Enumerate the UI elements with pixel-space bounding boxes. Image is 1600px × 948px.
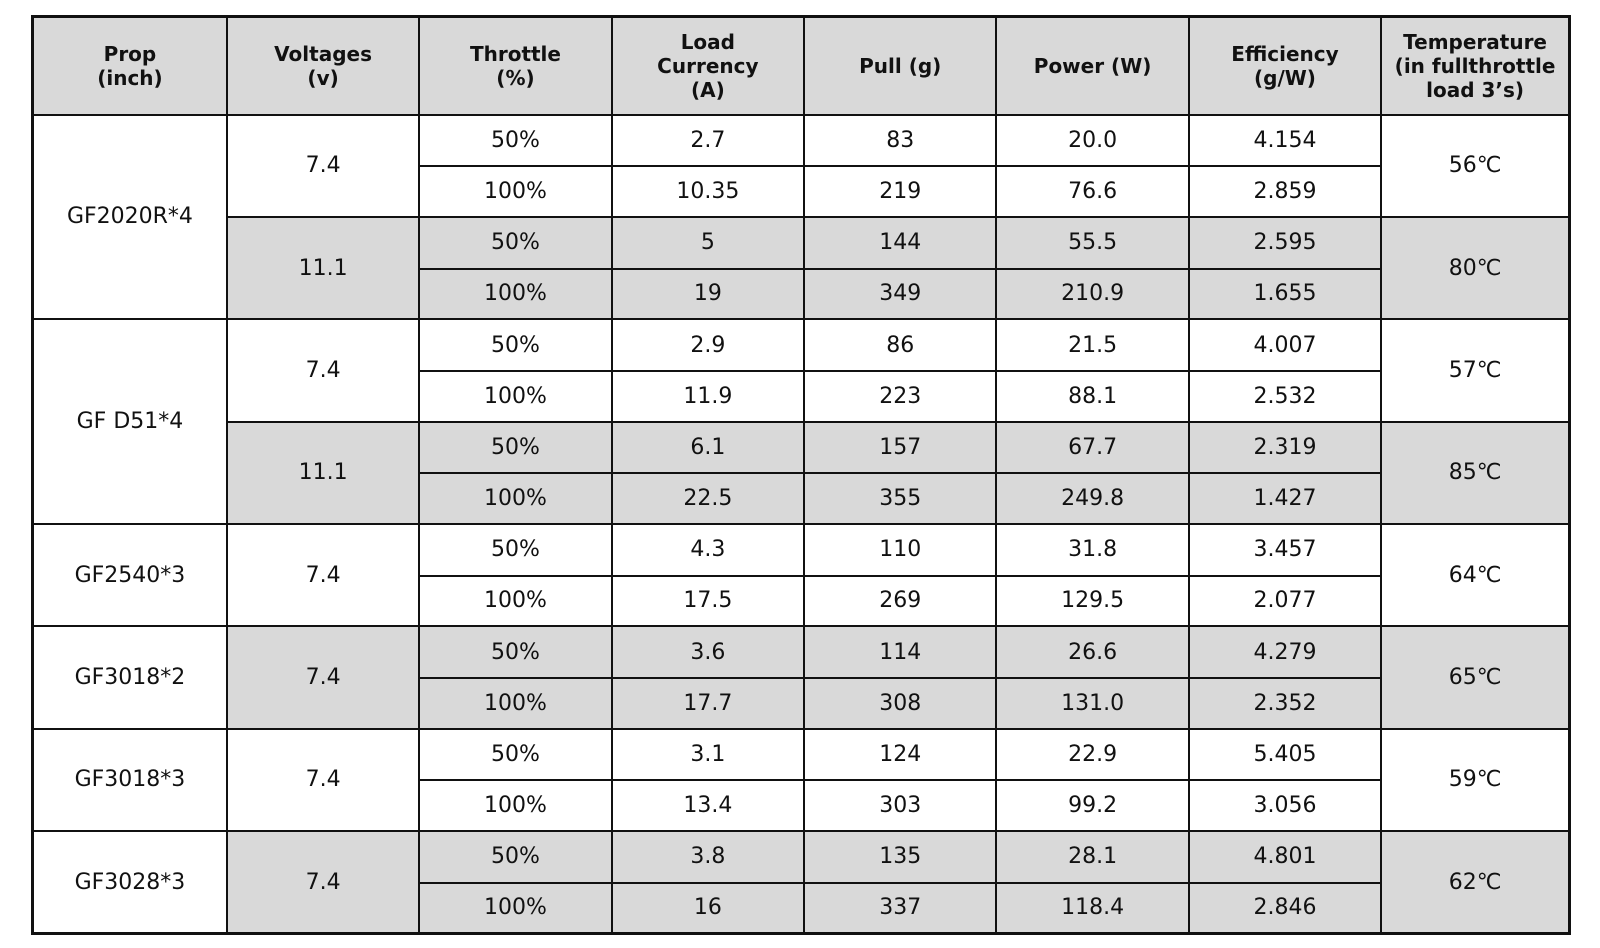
power-cell: 31.8 <box>996 524 1188 576</box>
throttle-cell: 100% <box>419 678 611 729</box>
voltage-cell: 11.1 <box>227 422 419 524</box>
efficiency-cell: 4.154 <box>1189 115 1381 167</box>
pull-cell: 110 <box>804 524 996 576</box>
prop-name-cell: GF2540*3 <box>33 524 227 626</box>
header-line: Throttle <box>469 41 561 66</box>
prop-name-cell: GF3028*3 <box>33 831 227 933</box>
current-cell: 4.3 <box>612 524 804 576</box>
current-cell: 17.5 <box>612 576 804 627</box>
pull-cell: 135 <box>804 831 996 883</box>
voltage-cell: 7.4 <box>227 115 419 217</box>
temperature-cell: 85℃ <box>1381 422 1569 524</box>
current-cell: 5 <box>612 217 804 269</box>
power-cell: 67.7 <box>996 422 1188 474</box>
power-cell: 76.6 <box>996 166 1188 217</box>
header-line: (%) <box>496 65 535 90</box>
power-cell: 131.0 <box>996 678 1188 729</box>
pull-cell: 219 <box>804 166 996 217</box>
table-row <box>33 831 1570 883</box>
throttle-cell: 100% <box>419 883 611 934</box>
pull-cell: 269 <box>804 576 996 627</box>
current-cell: 2.7 <box>612 115 804 167</box>
temperature-cell: 65℃ <box>1381 626 1569 728</box>
table-row <box>33 115 1570 167</box>
table-row <box>33 422 1570 474</box>
pull-cell: 308 <box>804 678 996 729</box>
voltage-cell: 7.4 <box>227 524 419 626</box>
header-pull <box>804 17 996 115</box>
throttle-cell: 50% <box>419 319 611 371</box>
throttle-cell: 50% <box>419 831 611 883</box>
header-line: Voltages <box>274 41 372 66</box>
pull-cell: 303 <box>804 780 996 831</box>
power-cell: 20.0 <box>996 115 1188 167</box>
efficiency-cell: 2.859 <box>1189 166 1381 217</box>
temperature-cell: 56℃ <box>1381 115 1569 217</box>
current-cell: 22.5 <box>612 473 804 524</box>
header-line: Load <box>680 29 735 54</box>
header-row <box>33 17 1570 115</box>
prop-performance-table <box>31 15 1571 935</box>
efficiency-cell: 1.655 <box>1189 269 1381 320</box>
header-line: Prop <box>103 41 157 66</box>
pull-cell: 223 <box>804 371 996 422</box>
header-line: Pull (g) <box>859 53 942 78</box>
power-cell: 55.5 <box>996 217 1188 269</box>
header-line: (inch) <box>97 65 163 90</box>
efficiency-cell: 2.846 <box>1189 883 1381 934</box>
efficiency-cell: 4.801 <box>1189 831 1381 883</box>
throttle-cell: 50% <box>419 115 611 167</box>
temperature-cell: 59℃ <box>1381 729 1569 831</box>
pull-cell: 86 <box>804 319 996 371</box>
header-line: (v) <box>307 65 339 90</box>
table-row <box>33 319 1570 371</box>
current-cell: 19 <box>612 269 804 320</box>
prop-name-cell: GF D51*4 <box>33 319 227 524</box>
throttle-cell: 50% <box>419 626 611 678</box>
header-load-current <box>612 17 804 115</box>
voltage-cell: 7.4 <box>227 626 419 728</box>
header-line: Efficiency <box>1231 41 1339 66</box>
power-cell: 88.1 <box>996 371 1188 422</box>
efficiency-cell: 2.319 <box>1189 422 1381 474</box>
table-body <box>33 115 1570 934</box>
throttle-cell: 100% <box>419 166 611 217</box>
prop-name-cell: GF2020R*4 <box>33 115 227 320</box>
power-cell: 129.5 <box>996 576 1188 627</box>
efficiency-cell: 2.077 <box>1189 576 1381 627</box>
current-cell: 3.1 <box>612 729 804 781</box>
pull-cell: 144 <box>804 217 996 269</box>
header-efficiency <box>1189 17 1381 115</box>
temperature-cell: 80℃ <box>1381 217 1569 319</box>
power-cell: 249.8 <box>996 473 1188 524</box>
power-cell: 21.5 <box>996 319 1188 371</box>
throttle-cell: 100% <box>419 269 611 320</box>
throttle-cell: 100% <box>419 576 611 627</box>
table-row <box>33 524 1570 576</box>
header-line: (g/W) <box>1253 65 1316 90</box>
header-temperature <box>1381 17 1569 115</box>
temperature-cell: 64℃ <box>1381 524 1569 626</box>
current-cell: 3.6 <box>612 626 804 678</box>
throttle-cell: 50% <box>419 217 611 269</box>
efficiency-cell: 5.405 <box>1189 729 1381 781</box>
header-power <box>996 17 1188 115</box>
current-cell: 2.9 <box>612 319 804 371</box>
efficiency-cell: 1.427 <box>1189 473 1381 524</box>
efficiency-cell: 3.457 <box>1189 524 1381 576</box>
pull-cell: 157 <box>804 422 996 474</box>
pull-cell: 114 <box>804 626 996 678</box>
header-throttle <box>419 17 611 115</box>
temperature-cell: 62℃ <box>1381 831 1569 933</box>
efficiency-cell: 3.056 <box>1189 780 1381 831</box>
power-cell: 118.4 <box>996 883 1188 934</box>
table-row <box>33 217 1570 269</box>
efficiency-cell: 2.595 <box>1189 217 1381 269</box>
voltage-cell: 11.1 <box>227 217 419 319</box>
voltage-cell: 7.4 <box>227 319 419 421</box>
power-cell: 28.1 <box>996 831 1188 883</box>
prop-name-cell: GF3018*3 <box>33 729 227 831</box>
efficiency-cell: 2.532 <box>1189 371 1381 422</box>
pull-cell: 355 <box>804 473 996 524</box>
throttle-cell: 50% <box>419 422 611 474</box>
header-line: (in fullthrottle <box>1394 53 1556 78</box>
throttle-cell: 50% <box>419 524 611 576</box>
current-cell: 17.7 <box>612 678 804 729</box>
power-cell: 22.9 <box>996 729 1188 781</box>
header-prop <box>33 17 227 115</box>
current-cell: 10.35 <box>612 166 804 217</box>
efficiency-cell: 4.279 <box>1189 626 1381 678</box>
header-line: load 3’s) <box>1426 77 1525 102</box>
throttle-cell: 100% <box>419 371 611 422</box>
efficiency-cell: 4.007 <box>1189 319 1381 371</box>
pull-cell: 83 <box>804 115 996 167</box>
pull-cell: 349 <box>804 269 996 320</box>
header-line: Temperature <box>1403 29 1547 54</box>
table-row <box>33 626 1570 678</box>
prop-name-cell: GF3018*2 <box>33 626 227 728</box>
throttle-cell: 100% <box>419 780 611 831</box>
power-cell: 99.2 <box>996 780 1188 831</box>
current-cell: 3.8 <box>612 831 804 883</box>
current-cell: 11.9 <box>612 371 804 422</box>
current-cell: 13.4 <box>612 780 804 831</box>
efficiency-cell: 2.352 <box>1189 678 1381 729</box>
pull-cell: 337 <box>804 883 996 934</box>
power-cell: 210.9 <box>996 269 1188 320</box>
current-cell: 6.1 <box>612 422 804 474</box>
throttle-cell: 100% <box>419 473 611 524</box>
header-line: Currency <box>657 53 759 78</box>
throttle-cell: 50% <box>419 729 611 781</box>
temperature-cell: 57℃ <box>1381 319 1569 421</box>
voltage-cell: 7.4 <box>227 831 419 933</box>
pull-cell: 124 <box>804 729 996 781</box>
voltage-cell: 7.4 <box>227 729 419 831</box>
current-cell: 16 <box>612 883 804 934</box>
power-cell: 26.6 <box>996 626 1188 678</box>
table-row <box>33 729 1570 781</box>
header-line: (A) <box>690 77 725 102</box>
header-line: Power (W) <box>1033 53 1152 78</box>
header-voltages <box>227 17 419 115</box>
